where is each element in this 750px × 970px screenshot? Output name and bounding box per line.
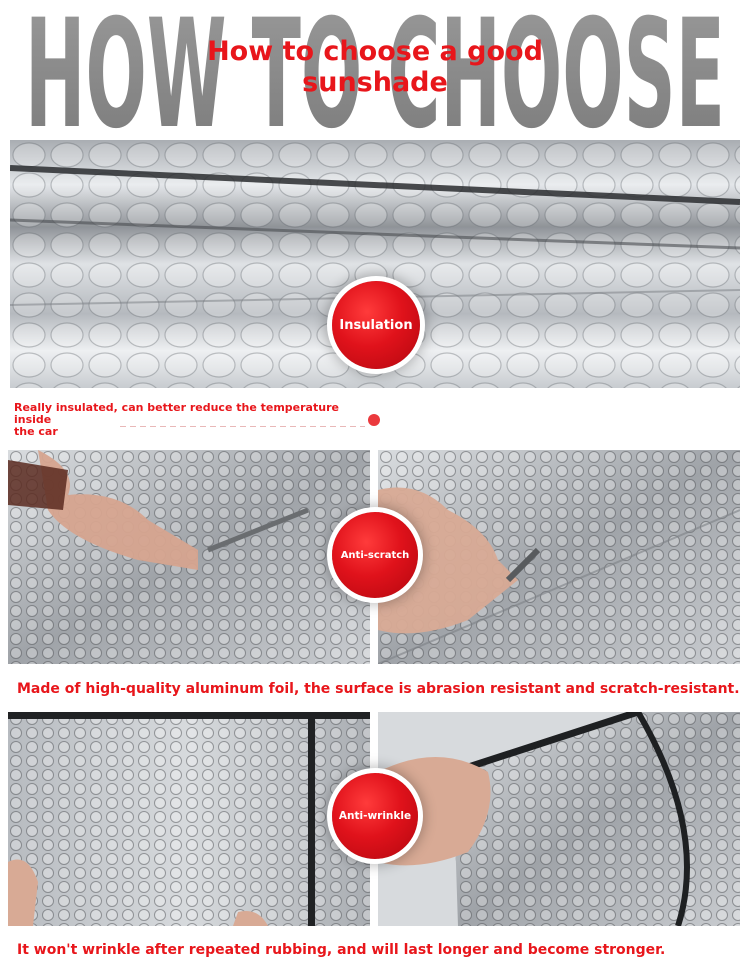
scratch-test-photo-left: [8, 450, 370, 664]
title-line-1: How to choose a good: [207, 36, 543, 67]
insulation-badge-label: Insulation: [339, 317, 413, 333]
title-line-2: sunshade: [302, 67, 448, 98]
background-heading-text: HOW TO CHOOSE: [25, 2, 725, 132]
wrinkle-test-photo-right: [378, 712, 740, 926]
insulation-badge: [332, 281, 420, 369]
anti-wrinkle-caption: It won't wrinkle after repeated rubbing, and will last longer and become stronger.: [17, 942, 666, 958]
anti-wrinkle-badge: [332, 773, 418, 859]
decorative-dot-icon: [368, 414, 380, 426]
insulation-caption-line-2: the car: [14, 425, 58, 438]
anti-scratch-caption: Made of high-quality aluminum foil, the surface is abrasion resistant and scratch-resistant.: [17, 681, 740, 697]
anti-scratch-badge: [332, 512, 418, 598]
insulation-caption: [14, 402, 364, 438]
wrinkle-test-photo-left: [8, 712, 370, 926]
caption-divider: [120, 426, 365, 427]
scratch-test-photo-right: [378, 450, 740, 664]
anti-scratch-badge-label: Anti-scratch: [340, 549, 410, 561]
page-title: [0, 36, 750, 98]
anti-wrinkle-badge-label: Anti-wrinkle: [338, 810, 412, 822]
insulation-caption-line-1: Really insulated, can better reduce the temperature inside: [14, 401, 339, 426]
